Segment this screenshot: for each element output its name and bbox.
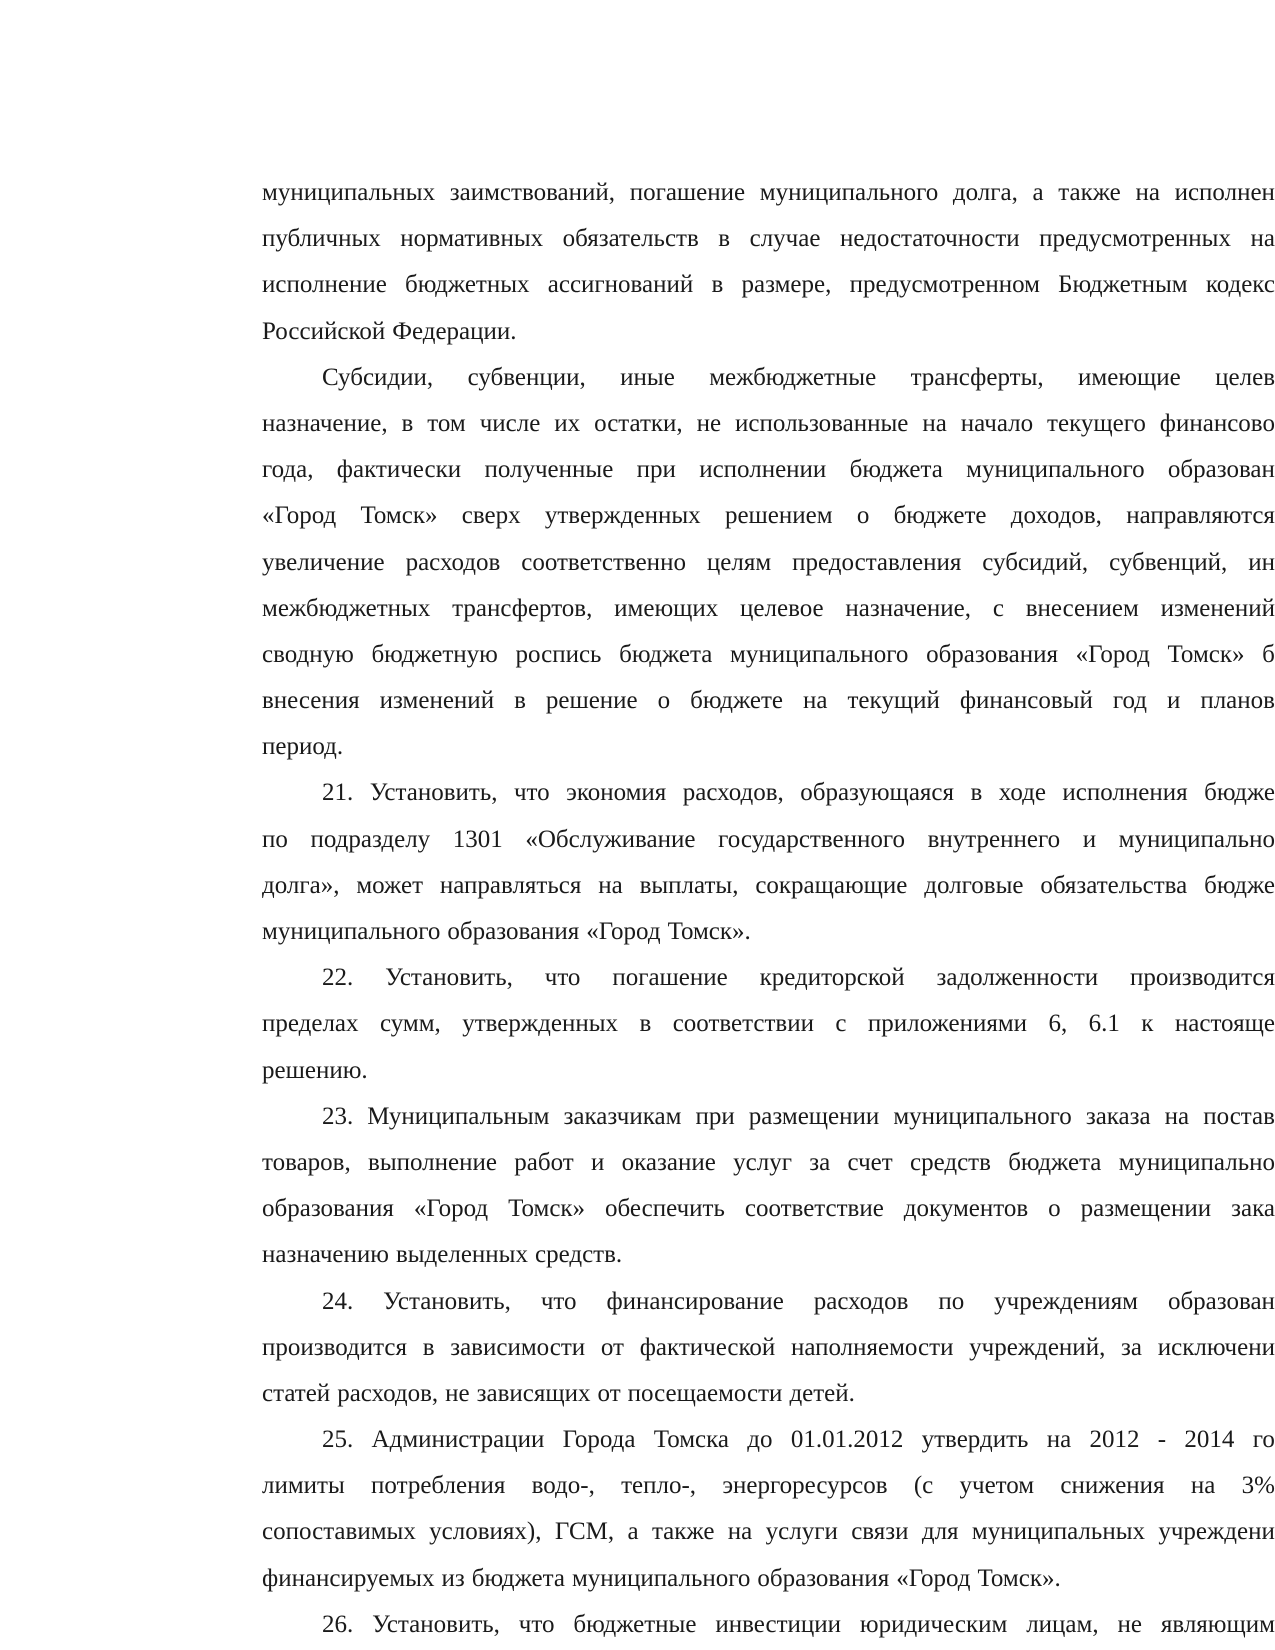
word: Томск». (667, 918, 751, 945)
word: в (422, 1333, 435, 1361)
word: доходов, (1010, 502, 1102, 530)
word: ходе (998, 779, 1046, 807)
word: долговые (924, 871, 1024, 899)
word: субвенции, (467, 363, 586, 391)
word: счет (847, 1148, 893, 1176)
word: субвенций, (1109, 548, 1228, 576)
text-line (262, 1417, 1275, 1463)
word: роспись (515, 640, 602, 668)
word: «Обслуживание (525, 825, 696, 853)
word: выделенных (395, 1241, 528, 1269)
word: Бюджетным (1058, 271, 1188, 299)
word: бюджете (690, 687, 784, 715)
word: исполнении (699, 456, 827, 484)
word: также (1058, 179, 1121, 206)
word: финансовый (959, 687, 1093, 715)
word: условиях), (429, 1518, 542, 1546)
word: на (1190, 1472, 1216, 1500)
word: образован (1167, 456, 1275, 484)
word: за (809, 1148, 831, 1176)
text-line (262, 1186, 1275, 1232)
word: решение (545, 687, 638, 715)
word: при (636, 456, 676, 484)
word: утвержденных (462, 1010, 619, 1038)
text-line (262, 1094, 1275, 1140)
word: числе (479, 409, 541, 437)
word: и (1166, 687, 1181, 715)
word: исполнения (1062, 779, 1188, 807)
word: муниципального (730, 640, 909, 668)
word: трансферты, (910, 363, 1044, 391)
word: бюджете (893, 502, 987, 530)
word: образования (926, 640, 1058, 668)
word: год (1112, 687, 1147, 715)
word: расходов (405, 548, 501, 576)
word: документов (903, 1195, 1029, 1223)
word: наполняемости (790, 1333, 954, 1361)
word: решению. (262, 1056, 368, 1084)
word: целев (1215, 363, 1275, 391)
word: детей. (789, 1379, 855, 1407)
word: бюджета (1008, 1148, 1102, 1176)
word: что (540, 1287, 577, 1315)
word: назначение, (262, 409, 388, 437)
word: экономия (566, 779, 667, 807)
word: не (445, 1379, 470, 1407)
word: начало (960, 409, 1034, 437)
word: 22. (322, 964, 354, 992)
word: на (1164, 1102, 1190, 1130)
word: постав (1203, 1102, 1275, 1130)
word: от (597, 1379, 621, 1407)
word: на (1135, 179, 1160, 206)
word: задолженности (936, 964, 1099, 992)
word: их (554, 409, 581, 437)
word: назначение, (845, 594, 972, 622)
word: 2012 (1089, 1426, 1140, 1454)
text-line (262, 1001, 1275, 1047)
word: являющим (1160, 1610, 1275, 1638)
word: также (651, 1518, 715, 1546)
text-line (262, 1048, 1275, 1094)
word: заказчикам (563, 1102, 682, 1130)
text-line (262, 1556, 1275, 1602)
word: размещении (1080, 1195, 1212, 1223)
word: по (938, 1287, 965, 1315)
word: расходов, (682, 779, 784, 807)
word: производится (1130, 964, 1275, 992)
word: б (1262, 640, 1275, 668)
word: тепло-, (621, 1472, 697, 1500)
word: 1301 (452, 825, 503, 853)
word: муниципально (1118, 1148, 1275, 1176)
word: за (1121, 1333, 1143, 1361)
word: на (598, 871, 623, 899)
document-body (262, 170, 1275, 1648)
word: «Город (262, 502, 337, 530)
text-line (262, 493, 1275, 539)
word: Федерации. (392, 317, 517, 345)
text-line (262, 1371, 1275, 1417)
word: «Город (413, 1195, 489, 1223)
word: недостаточности (839, 225, 1020, 253)
word: муниципального (893, 1102, 1072, 1130)
word: внесения (262, 687, 360, 715)
word: изменений (1160, 594, 1275, 622)
word: а (627, 1518, 639, 1546)
text-line (262, 909, 1275, 955)
word: исполнение (262, 271, 387, 299)
word: в (970, 779, 983, 807)
word: обязательств (562, 225, 699, 253)
word: в (718, 225, 731, 253)
word: 6, (1048, 1010, 1068, 1038)
word: выплаты, (639, 871, 739, 899)
word: утвержденных (544, 502, 701, 530)
word: бюдже (1204, 779, 1275, 807)
word: сверх (461, 502, 521, 530)
word: размере, (741, 271, 832, 299)
word: пределах (262, 1010, 359, 1038)
word: бюджетные (573, 1610, 697, 1638)
word: имеющие (1078, 363, 1181, 391)
word: образования (757, 1564, 890, 1592)
word: фактически (336, 456, 462, 484)
text-line (262, 1279, 1275, 1325)
word: выполнение (368, 1148, 497, 1176)
word: лицам, (1026, 1610, 1099, 1638)
word: исключени (1157, 1333, 1275, 1361)
word: внесением (1025, 594, 1139, 622)
word: сумм, (379, 1010, 441, 1038)
word: целевое (740, 594, 824, 622)
text-line (262, 1463, 1275, 1509)
word: межбюджетные (709, 363, 877, 391)
text-line (262, 540, 1275, 586)
word: учетом (959, 1472, 1035, 1500)
word: с (992, 594, 1004, 622)
word: обеспечить (605, 1195, 725, 1223)
word: от (600, 1333, 624, 1361)
word: что (518, 1610, 555, 1638)
word: Российской (262, 317, 386, 345)
word: в (514, 687, 526, 715)
word: Субсидии, (322, 363, 434, 391)
word: муниципальных (262, 179, 436, 206)
word: учреждени (1158, 1518, 1275, 1546)
word: сопоставимых (262, 1518, 416, 1546)
word: кодекс (1205, 271, 1275, 299)
word: 21. (322, 779, 354, 807)
word: образующаяся (800, 779, 955, 807)
word: текущего (1047, 409, 1146, 437)
word: зависящих (476, 1379, 591, 1407)
word: погашение (629, 179, 746, 206)
word: нормативных (400, 225, 544, 253)
word: что (544, 964, 581, 992)
word: Установить, (372, 1610, 500, 1638)
word: и (590, 1148, 605, 1176)
word: с (835, 1010, 847, 1038)
word: о (856, 502, 870, 530)
word: товаров, (262, 1148, 351, 1176)
word: ин (1248, 548, 1275, 576)
word: Томска (653, 1426, 729, 1454)
word: на (1046, 1426, 1072, 1454)
word: не (1117, 1610, 1142, 1638)
word: зака (1231, 1195, 1275, 1223)
word: Установить, (385, 964, 513, 992)
word: долга, (952, 179, 1018, 206)
text-line (262, 355, 1275, 401)
word: внутреннего (927, 825, 1061, 853)
text-line (262, 632, 1275, 678)
text-line (262, 1325, 1275, 1371)
word: увеличение (262, 548, 385, 576)
word: «Город (1075, 640, 1150, 668)
text-line (262, 401, 1275, 447)
word: для (921, 1518, 959, 1546)
word: при (695, 1102, 735, 1130)
word: финансируемых (262, 1564, 435, 1592)
word: образован (1167, 1287, 1275, 1315)
word: финансирование (606, 1287, 784, 1315)
word: муниципального (966, 456, 1145, 484)
word: государственного (718, 825, 905, 853)
word: имеющих (614, 594, 719, 622)
text-line (262, 770, 1275, 816)
word: ассигнований (547, 271, 694, 299)
word: Администрации (371, 1426, 545, 1454)
word: субсидий, (982, 548, 1089, 576)
word: на (922, 409, 947, 437)
word: средств. (534, 1241, 623, 1269)
word: 25. (322, 1426, 354, 1454)
text-line (262, 1602, 1275, 1648)
word: сводную (262, 640, 354, 668)
word: заказа (1085, 1102, 1151, 1130)
word: не (696, 409, 722, 437)
text-line (262, 170, 1275, 216)
text-line (262, 216, 1275, 262)
word: текущий (847, 687, 940, 715)
word: долга», (262, 871, 340, 899)
word: муниципального (571, 1564, 751, 1592)
word: на (803, 687, 828, 715)
word: статей (262, 1379, 331, 1407)
word: (с (913, 1472, 934, 1500)
word: бюджетную (371, 640, 498, 668)
word: период. (262, 733, 344, 761)
word: предусмотренных (1039, 225, 1231, 253)
word: исполнен (1174, 179, 1275, 206)
word: снижения (1060, 1472, 1165, 1500)
word: муниципально (1118, 825, 1275, 853)
word: Установить, (383, 1287, 511, 1315)
word: ГСМ, (554, 1518, 615, 1546)
word: 23. (322, 1102, 354, 1130)
word: к (1141, 1010, 1154, 1038)
word: что (513, 779, 550, 807)
word: полученные (484, 456, 614, 484)
word: остатки, (594, 409, 683, 437)
word: сокращающие (755, 871, 908, 899)
text-line (262, 447, 1275, 493)
word: публичных (262, 225, 381, 253)
word: инвестиции (715, 1610, 842, 1638)
word: «Город (586, 918, 661, 945)
word: соответствии (672, 1010, 814, 1038)
word: направляться (439, 871, 582, 899)
word: предоставления (792, 548, 962, 576)
word: производится (262, 1333, 407, 1361)
word: работ (514, 1148, 574, 1176)
word: Муниципальным (367, 1102, 550, 1130)
word: трансфертов, (452, 594, 593, 622)
word: 6.1 (1088, 1010, 1120, 1038)
word: посещаемости (627, 1379, 783, 1407)
word: предусмотренном (849, 271, 1040, 299)
word: финансово (1159, 409, 1275, 437)
word: случае (749, 225, 821, 253)
word: «Город (896, 1564, 971, 1592)
word: приложениями (867, 1010, 1028, 1038)
text-line (262, 586, 1275, 632)
word: 3% (1241, 1472, 1275, 1500)
word: потребления (371, 1472, 506, 1500)
word: услуги (765, 1518, 838, 1546)
word: лимиты (262, 1472, 345, 1500)
text-line (262, 817, 1275, 863)
word: межбюджетных (262, 594, 431, 622)
word: и (1082, 825, 1097, 853)
word: бюджетных (405, 271, 530, 299)
word: бюджета (849, 456, 943, 484)
word: настояще (1174, 1010, 1275, 1038)
word: а (1032, 179, 1044, 206)
word: оказание (621, 1148, 716, 1176)
word: может (356, 871, 423, 899)
word: расходов, (337, 1379, 439, 1407)
word: в (401, 409, 414, 437)
word: юридическим (859, 1610, 1008, 1638)
word: на (1250, 225, 1275, 253)
word: средств (909, 1148, 991, 1176)
word: обязательства (1040, 871, 1188, 899)
text-line (262, 262, 1275, 308)
word: по (262, 825, 288, 853)
word: бюджета (471, 1564, 565, 1592)
word: соответственно (521, 548, 686, 576)
word: бюдже (1204, 871, 1275, 899)
word: образования (447, 918, 580, 945)
word: Установить, (369, 779, 498, 807)
word: го (1252, 1426, 1275, 1454)
text-line (262, 678, 1275, 724)
word: целям (706, 548, 772, 576)
word: в (711, 271, 724, 299)
word: подразделу (310, 825, 431, 853)
word: Томск» (508, 1195, 586, 1223)
word: образования (262, 1195, 394, 1223)
word: изменений (379, 687, 495, 715)
word: расходов (813, 1287, 909, 1315)
word: учреждениям (994, 1287, 1139, 1315)
text-line (262, 1140, 1275, 1186)
word: использованные (735, 409, 909, 437)
word: Томск» (360, 502, 438, 530)
word: - (1157, 1426, 1167, 1454)
word: зависимости (450, 1333, 586, 1361)
word: муниципальных (971, 1518, 1145, 1546)
word: решением (724, 502, 833, 530)
text-line (262, 309, 1275, 355)
word: Томск» (1167, 640, 1245, 668)
word: заимствований, (449, 179, 616, 206)
word: водо-, (531, 1472, 595, 1500)
word: года, (262, 456, 314, 484)
word: из (441, 1564, 465, 1592)
word: о (1048, 1195, 1061, 1223)
text-line (262, 724, 1275, 770)
word: на (727, 1518, 753, 1546)
word: фактической (639, 1333, 776, 1361)
text-line (262, 955, 1275, 1001)
text-line (262, 863, 1275, 909)
word: Томск». (977, 1564, 1061, 1592)
word: связи (851, 1518, 909, 1546)
word: до (747, 1426, 773, 1454)
word: муниципального (759, 179, 939, 206)
word: планов (1200, 687, 1275, 715)
word: Города (562, 1426, 636, 1454)
word: размещении (748, 1102, 880, 1130)
word: 26. (322, 1610, 354, 1638)
word: 2014 (1184, 1426, 1235, 1454)
word: кредиторской (759, 964, 905, 992)
word: иные (620, 363, 675, 391)
word: муниципального (262, 918, 441, 945)
word: утвердить (921, 1426, 1029, 1454)
word: 24. (322, 1287, 354, 1315)
word: в (639, 1010, 652, 1038)
word: услуг (733, 1148, 792, 1176)
text-line (262, 1232, 1275, 1278)
word: бюджета (619, 640, 713, 668)
word: том (427, 409, 466, 437)
word: погашение (612, 964, 728, 992)
word: 01.01.2012 (790, 1426, 904, 1454)
word: учреждений, (969, 1333, 1106, 1361)
text-line (262, 1509, 1275, 1555)
word: назначению (262, 1241, 389, 1269)
word: о (657, 687, 671, 715)
word: направляются (1126, 502, 1275, 530)
word: соответствие (744, 1195, 884, 1223)
word: энергоресурсов (722, 1472, 888, 1500)
